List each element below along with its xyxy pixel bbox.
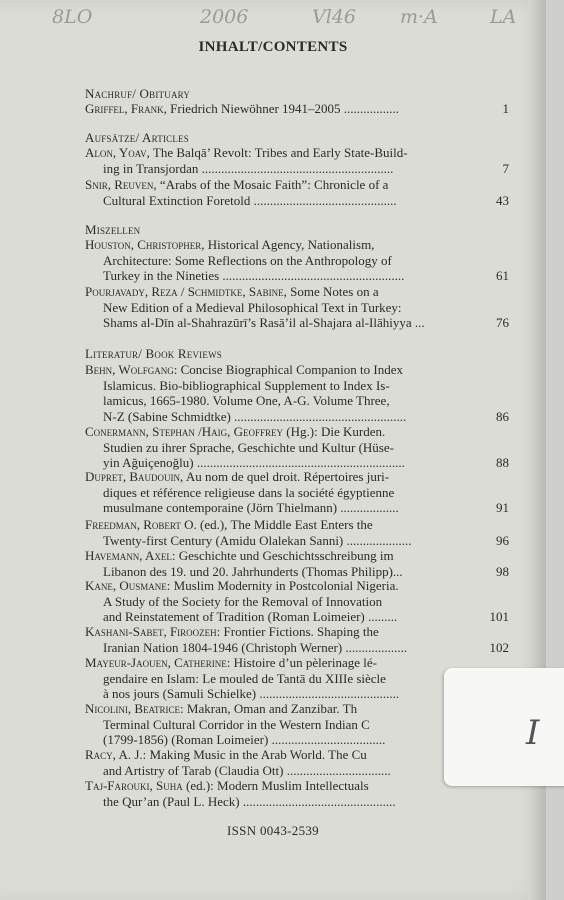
toc-entry-author: Houston, Christopher,: [85, 237, 205, 252]
toc-entry-line: [85, 362, 473, 378]
toc-entry-text: the Qur’an (Paul L. Heck) ...............................................: [103, 793, 396, 809]
toc-entry-line: [85, 594, 473, 610]
toc-page-number: 7: [502, 160, 509, 176]
toc-entry-line: [85, 237, 473, 253]
toc-entry-author: Conermann, Stephan /Haig, Geoffrey: [85, 424, 284, 439]
toc-entry-text: Historical Agency, Nationalism,: [204, 237, 375, 252]
toc-entry-line: [85, 440, 473, 456]
toc-entry-text: musulmane contemporaine (Jörn Thielmann) ..................: [103, 500, 399, 516]
toc-entry-line: [85, 469, 473, 485]
toc-entry-author: Dupret, Baudouin,: [85, 469, 184, 484]
toc-entry-author: Nicolini, Beatrice:: [85, 701, 184, 716]
toc-page-number: 102: [489, 639, 509, 655]
toc-entry-text: Geschichte und Geschichtsschreibung im: [175, 548, 394, 563]
toc-entry-text: Frontier Fictions. Shaping the: [220, 624, 379, 639]
toc-entry-text: (1799-1856) (Roman Loimeier) ...................................: [103, 732, 386, 748]
toc-entry-line: [85, 747, 473, 763]
toc-entry-text: Terminal Cultural Corridor in the Western Indian C: [103, 716, 370, 732]
toc-entry-text: Architecture: Some Reflections on the Anthropology of: [103, 252, 392, 268]
toc-entry-author: Snir, Reuven,: [85, 177, 157, 192]
toc-entry-text: Islamicus. Bio-bibliographical Supplement to Index Is-: [103, 377, 390, 393]
toc-entry-line: [85, 160, 509, 177]
toc-entry-text: diques et référence religieuse dans la société égyptienne: [103, 484, 395, 500]
toc-entry: [85, 548, 509, 579]
toc-entry-text: à nos jours (Samuli Schielke) ...........................................: [103, 686, 400, 702]
toc-entry-line: [85, 424, 473, 440]
sticky-tab: [444, 668, 564, 786]
toc-entry-text: Concise Biographical Companion to Index: [177, 362, 403, 377]
toc-entry-text: (ed.), The Middle East Enters the: [196, 517, 373, 532]
toc-entry-line: [85, 732, 473, 748]
toc-entry-line: [85, 284, 473, 300]
section-heading: Miszellen: [85, 222, 141, 237]
toc-entry-text: gendaire en Islam: Le mouled de Tantā du XIIIe siècle: [103, 670, 386, 686]
handwritten-notes: [0, 6, 546, 36]
toc-entry-author: Pourjavady, Reza / Schmidtke, Sabine,: [85, 284, 287, 299]
toc-entry-text: N-Z (Sabine Schmidtke) .....................................................: [103, 408, 407, 424]
toc-entry-line: [85, 253, 473, 269]
toc-entry-line: [85, 671, 473, 687]
toc-entry-text: Twenty-first Century (Amidu Olalekan Sanni) ....................: [103, 532, 412, 548]
toc-entry: [85, 778, 473, 809]
toc-entry-text: Some Notes on a: [286, 284, 379, 299]
toc-entry-line: [85, 548, 473, 564]
toc-entry-author: Behn, Wolfgang:: [85, 362, 178, 377]
page-title: INHALT/CONTENTS: [198, 39, 348, 55]
toc-page-number: 91: [496, 500, 509, 516]
toc-entry-line: [85, 517, 473, 533]
toc-entry-text: Muslim Modernity in Postcolonial Nigeria.: [170, 578, 399, 593]
section-heading: Aufsätze/ Articles: [85, 130, 189, 145]
toc-entry: [85, 469, 509, 516]
toc-entry-line: [85, 639, 509, 656]
toc-entry-line: [85, 145, 473, 161]
toc-entry-text: The Balqā’ Revolt: Tribes and Early State-Build-: [149, 145, 408, 160]
toc-entry-text: A Study of the Society for the Removal of Innovation: [103, 593, 383, 609]
toc-page-number: 1: [502, 101, 509, 116]
toc-entry-text: lamicus, 1665-1980. Volume One, A-G. Volume Three,: [103, 393, 390, 409]
issn-number: ISSN 0043-2539: [227, 823, 319, 838]
toc-entry-text: (Hg.): Die Kurden.: [283, 424, 386, 439]
toc-entry-text: Iranian Nation 1804-1946 (Christoph Werner) ...................: [103, 639, 408, 655]
toc-entry-text: Making Music in the Arab World. The Cu: [146, 747, 367, 762]
toc-entry-line: [85, 408, 509, 425]
handwritten-note: 8LO: [52, 6, 93, 28]
toc-entry-line: [85, 686, 473, 702]
toc-entry: [85, 624, 509, 655]
toc-entry-author: Alon, Yoav,: [85, 145, 150, 160]
toc-page-number: 43: [496, 192, 509, 208]
toc-entry: [85, 517, 509, 548]
handwritten-note: Vl46: [312, 6, 356, 28]
toc-entry-line: [85, 624, 473, 640]
toc-entry: [85, 145, 509, 176]
toc-entry: [85, 701, 473, 748]
toc-entry-text: (ed.): Modern Muslim Intellectuals: [182, 778, 369, 793]
toc-entry-line: [85, 393, 473, 409]
toc-entry-author: Freedman, Robert O.: [85, 517, 197, 532]
toc-entry-line: [85, 532, 509, 549]
toc-entry-line: [85, 609, 509, 625]
toc-entry: [85, 177, 509, 208]
toc-entry-text: Studien zu ihrer Sprache, Geschichte und Kultur (Hüse-: [103, 439, 394, 455]
toc-entry-text: New Edition of a Medieval Philosophical Text in Turkey:: [103, 299, 402, 315]
toc-page-number: 61: [496, 268, 509, 284]
section-heading: Literatur/ Book Reviews: [85, 346, 222, 361]
toc-entry-line: [85, 300, 473, 316]
toc-page-number: 76: [496, 315, 509, 331]
toc-entry-text: Au nom de quel droit. Répertoires juri-: [183, 469, 390, 484]
toc-entry-text: yin Ağuiçenoğlu) ................................................................: [103, 455, 405, 471]
toc-page-number: 88: [496, 455, 509, 471]
toc-entry: [85, 284, 509, 331]
toc-entry: [85, 424, 509, 471]
handwritten-note: m·A: [400, 6, 438, 28]
toc-entry-line: [85, 500, 509, 516]
toc-entry-text: and Artistry of Tarab (Claudia Ott) ................................: [103, 762, 391, 778]
toc-entry-text: Shams al-Dīn al-Shahrazūrī’s Rasā’il al-Shajara al-Ilāhiyya ...: [103, 315, 425, 331]
toc-entry-author: Mayeur-Jaouen, Catherine:: [85, 655, 231, 670]
toc-entry-text: Turkey in the Nineties ........................................................: [103, 268, 405, 284]
toc-entry: [85, 237, 509, 284]
toc-entry: [85, 578, 509, 625]
toc-entry-line: [85, 701, 473, 717]
toc-page-number: 96: [496, 532, 509, 548]
toc-page-number: 86: [496, 408, 509, 424]
toc-entry-line: [85, 315, 509, 331]
toc-entry-text: Cultural Extinction Foretold ............................................: [103, 192, 397, 208]
toc-entry: [85, 747, 473, 778]
toc-entry-text: Makran, Oman and Zanzibar. Th: [183, 701, 358, 716]
toc-entry-author: Kane, Ousmane:: [85, 578, 171, 593]
handwritten-note: 2006: [200, 6, 249, 28]
toc-entry-line: [85, 578, 473, 594]
toc-entry-text: ing in Transjordan ...........................................................: [103, 160, 394, 176]
section-heading: Nachruf/ Obituary: [85, 86, 191, 101]
toc-entry: [85, 655, 473, 702]
toc-entry-text: Friedrich Niewöhner 1941–2005 .................: [166, 101, 400, 116]
toc-entry-line: [85, 717, 473, 733]
toc-entry-line: [85, 655, 473, 671]
toc-entry-line: [85, 763, 473, 779]
toc-entry-text: Histoire d’un pèlerinage lé-: [230, 655, 377, 670]
toc-entry-line: [85, 563, 509, 580]
toc-page-number: 101: [489, 609, 509, 625]
toc-entry-line: [85, 485, 473, 501]
toc-entry-line: [85, 378, 473, 394]
toc-page-number: 98: [496, 563, 509, 579]
toc-entry-line: [85, 794, 473, 810]
toc-entry-author: Taj-Farouki, Suha: [85, 778, 183, 793]
toc-entry-author: Racy, A. J.:: [85, 747, 147, 762]
toc-entry-line: [85, 192, 509, 209]
handwritten-note: LA: [490, 6, 517, 28]
toc-entry-line: [85, 101, 509, 117]
toc-entry-text: Libanon des 19. und 20. Jahrhunderts (Thomas Philipp)...: [103, 563, 403, 579]
toc-entry-line: [85, 268, 509, 284]
tab-handwritten-mark: I: [526, 713, 540, 753]
toc-entry-author: Kashani-Sabet, Firoozeh:: [85, 624, 221, 639]
toc-entry: [85, 362, 509, 424]
toc-entry-text: “Arabs of the Mosaic Faith”: Chronicle of a: [156, 177, 389, 192]
toc-entry-text: and Reinstatement of Tradition (Roman Loimeier) .........: [103, 609, 398, 625]
toc-entry-author: Havemann, Axel:: [85, 548, 176, 563]
toc-entry: [85, 101, 509, 117]
toc-entry-line: [85, 778, 473, 794]
toc-entry-author: Griffel, Frank,: [85, 101, 167, 116]
toc-entry-line: [85, 177, 473, 193]
